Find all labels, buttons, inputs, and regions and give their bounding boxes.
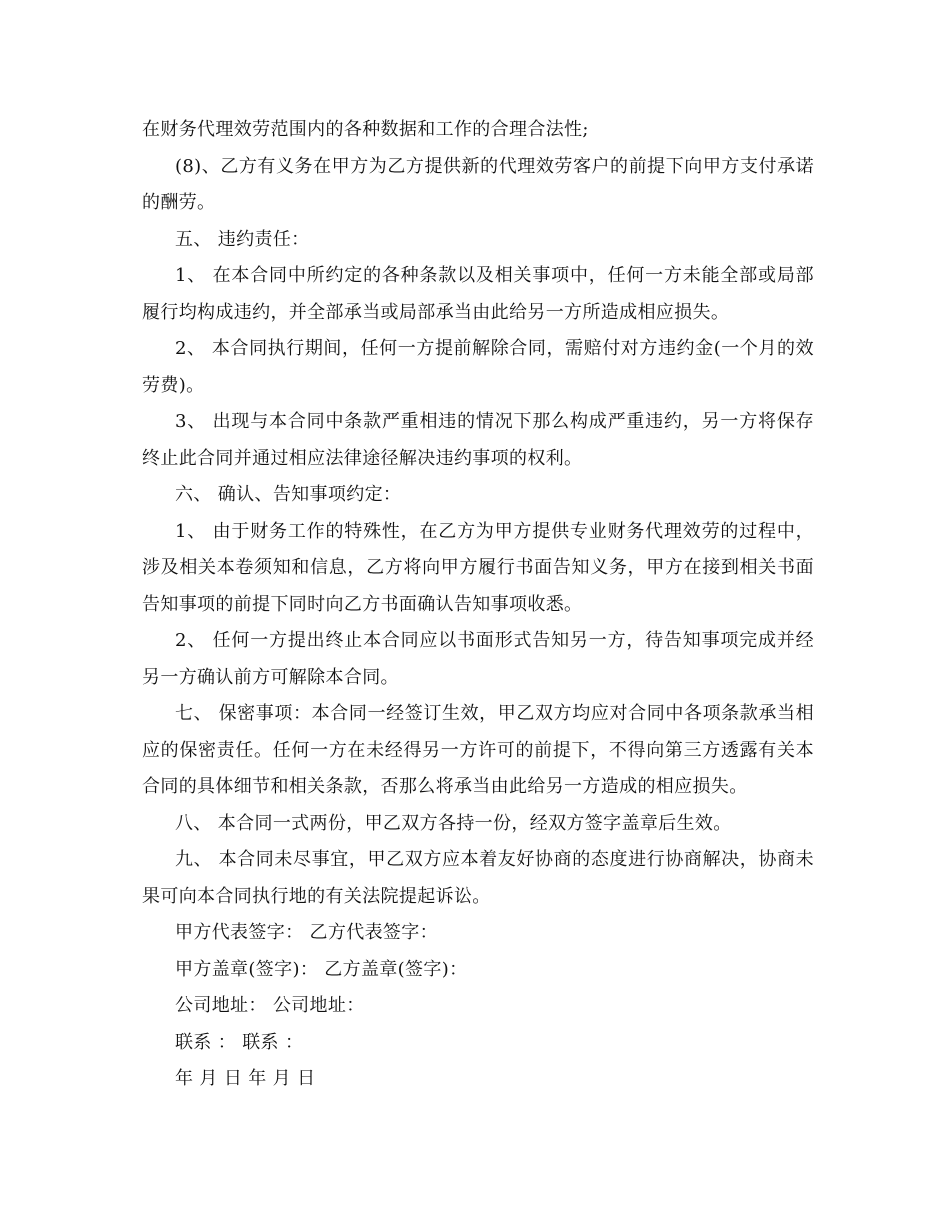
- section-heading-confirmation-notice: 六、 确认、告知事项约定：: [175, 484, 402, 505]
- paragraph-clause-8-payment-duty: (8)、乙方有义务在甲方为乙方提供新的代理效劳客户的前提下向甲方支付承诺的酬劳。: [142, 155, 814, 213]
- paragraph-confidentiality: 七、 保密事项：本合同一经签订生效，甲乙双方均应对合同中各项条款承当相应的保密责任。任何一方在未经得另一方许可的前提下，不得向第三方透露有关本合同的具体细节和相关条款，否那么将承当由此给另一方造成的相应损失。: [142, 703, 814, 797]
- paragraph-dispute-resolution: 九、 本合同未尽事宜，甲乙双方应本着友好协商的态度进行协商解决，协商未果可向本合同执行地的有关法院提起诉讼。: [142, 849, 814, 907]
- signature-line-date: 年 月 日 年 月 日: [175, 1068, 316, 1089]
- document-page: [142, 112, 814, 1098]
- signature-line-representative: 甲方代表签字： 乙方代表签字：: [175, 922, 438, 943]
- signature-line-seal: 甲方盖章(签字)： 乙方盖章(签字)：: [175, 958, 468, 980]
- paragraph-copies-effectiveness: 八、 本合同一式两份，甲乙双方各持一份，经双方签字盖章后生效。: [175, 812, 732, 834]
- paragraph-notice-clause-2: 2、 任何一方提出终止本合同应以书面形式告知另一方，待告知事项完成并经另一方确认前方可解除本合同。: [142, 630, 814, 688]
- paragraph-breach-clause-3: 3、 出现与本合同中条款严重相违的情况下那么构成严重违约，另一方将保存终止此合同并通过相应法律途径解决违约事项的权利。: [142, 411, 814, 469]
- signature-line-address: 公司地址： 公司地址：: [175, 995, 365, 1016]
- paragraph-service-scope-continued: 在财务代理效劳范围内的各种数据和工作的合理合法性;: [142, 119, 589, 140]
- section-heading-breach-liability: 五、 违约责任：: [175, 228, 310, 250]
- paragraph-notice-clause-1: 1、 由于财务工作的特殊性，在乙方为甲方提供专业财务代理效劳的过程中，涉及相关本卷须知和信息，乙方将向甲方履行书面告知义务，甲方在接到相关书面告知事项的前提下同时向乙方书面确认告知事项收悉。: [142, 520, 814, 615]
- paragraph-breach-clause-2: 2、 本合同执行期间，任何一方提前解除合同，需赔付对方违约金(一个月的效劳费)。: [142, 338, 814, 396]
- signature-line-contact: 联系 ： 联系 ：: [175, 1031, 304, 1053]
- paragraph-breach-clause-1: 1、 在本合同中所约定的各种条款以及相关事项中，任何一方未能全部或局部履行均构成违约，并全部承当或局部承当由此给另一方所造成相应损失。: [142, 265, 814, 323]
